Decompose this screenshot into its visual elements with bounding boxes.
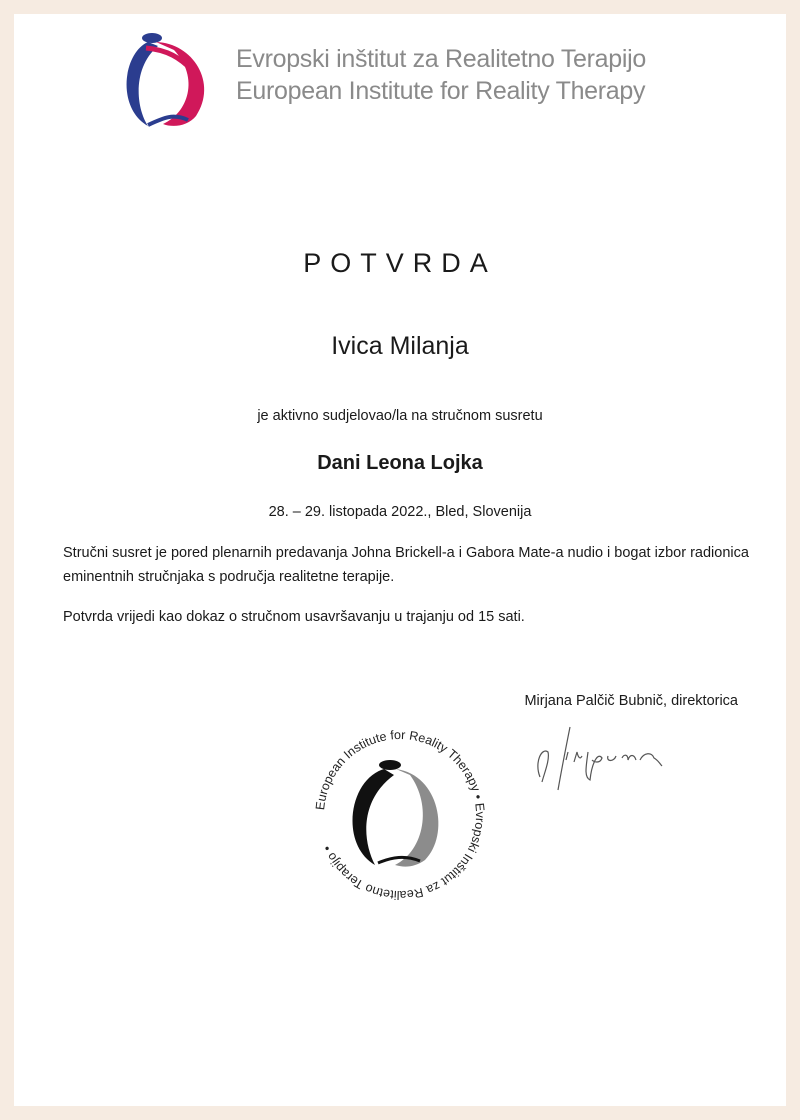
institute-name-english: European Institute for Reality Therapy (236, 77, 646, 105)
participation-text: je aktivno sudjelovao/la na stručnom susretu (257, 408, 543, 424)
institute-name-slovene: Evropski inštitut za Realitetno Terapijo (236, 45, 646, 73)
stamp-text: European Institute for Reality Therapy • Evropski Inštitut za Realitetno Terapijo • (313, 727, 488, 903)
signer-name: Mirjana Palčič Bubnič, direktorica (524, 693, 738, 709)
validity-statement: Potvrda vrijedi kao dokaz o stručnom usavršavanju u trajanju od 15 sati. (63, 609, 525, 625)
event-description: Stručni susret je pored plenarnih predavanja Johna Brickell-a i Gabora Mate-a nudio i bogat izbor radionica eminentnih stručnjaka s područja realitetne terapije. (63, 545, 749, 585)
certificate-title: POTVRDA (303, 248, 497, 278)
event-name: Dani Leona Lojka (317, 452, 483, 474)
recipient-name: Ivica Milanja (331, 332, 469, 360)
event-date-place: 28. – 29. listopada 2022., Bled, Slovenija (268, 504, 532, 520)
handwritten-signature (530, 722, 670, 792)
institute-logo-icon (118, 28, 218, 130)
institute-stamp (310, 725, 490, 905)
